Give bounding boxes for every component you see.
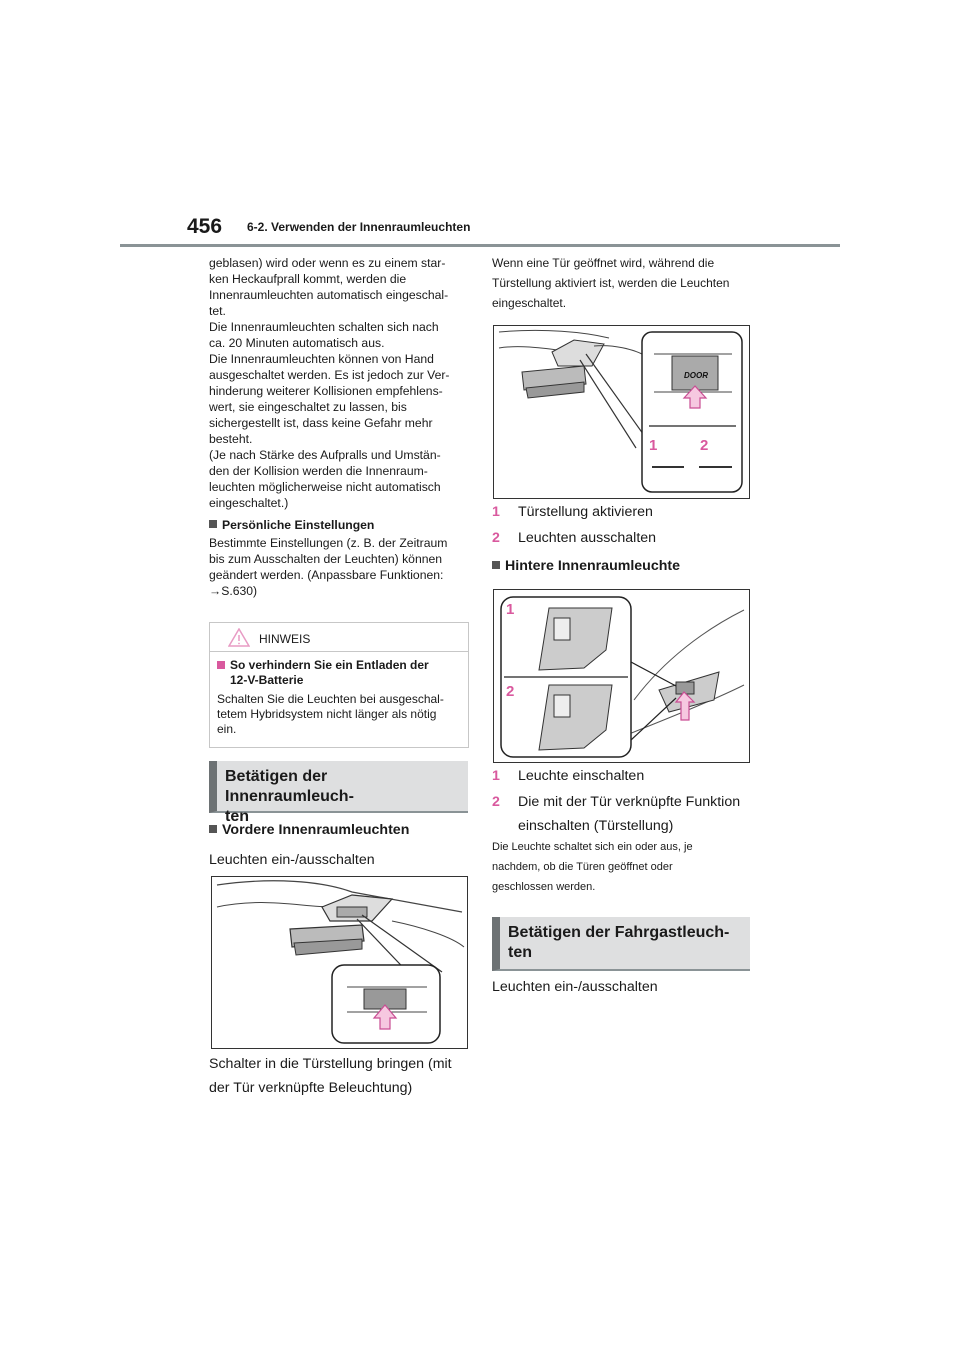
section-heading-passenger-lights: Betätigen der Fahrgastleuch- ten [492,917,750,971]
front-lights-illustration [212,877,467,1048]
section-heading-interior-lights: Betätigen der Innenraumleuch- ten [209,761,468,813]
rear-light-heading: Hintere Innenraumleuchte [492,554,750,578]
door-switch-illustration [494,326,749,498]
rear-steps-list [492,764,750,838]
figure1-label-2: 2 [700,437,709,454]
bullet-square-icon [209,825,217,833]
front-lights-text: Leuchten ein-/ausschalten [209,852,375,868]
rear-light-figure [493,589,750,763]
notice-text: Schalten Sie die Leuchten bei ausgeschal- tetem Hybridsystem nicht länger als nötig ein. [217,692,444,736]
bullet-square-icon [217,661,225,669]
front-lights-figure [211,876,468,1049]
passenger-lights-text: Leuchten ein-/ausschalten [492,979,658,995]
rear-light-illustration [494,590,749,762]
step-item: 1 Türstellung aktivieren [492,504,653,520]
step-item: 2 Die mit der Tür verknüpfte Funktion einschalten (Türstellung) [492,794,741,834]
door-switch-figure [493,325,750,499]
bullet-square-icon [492,561,500,569]
front-lights-block [209,818,469,872]
warning-triangle-icon [228,628,250,647]
notice-body [210,652,468,743]
step-item: 2 Leuchten ausschalten [492,530,657,546]
intro-paragraph: geblasen) wird oder wenn es zu einem star- ken Heckaufprall kommt, werden die Innenraumleuchten automatisch eingeschal- tet. Die Innenraumleuchten schalten sich nach ca. 20 Minuten automatisch aus. Die Innenraumleuchten können von Hand ausgeschaltet werden. Es ist jedoch zur Ver- hinderung weiterer Kollisionen empfehlens- wert, sie eingeschaltet zu lassen, bis sichergestellt ist, dass keine Gefahr mehr besteht. (Je nach Stärke des Aufpralls und Umstän- den der Kollision werden die Innenraum- leuchten möglicherweise nicht automatisch eingeschaltet.) [209,256,450,510]
notice-title: HINWEIS [259,632,311,646]
front-lights-heading: Vordere Innenraumleuchten [209,818,469,842]
front-caption: Schalter in die Türstellung bringen (mit der Tür verknüpfte Beleuchtung) [209,1056,452,1096]
left-column [209,255,469,605]
personal-settings-text: Bestimmte Einstellungen (z. B. der Zeitraum bis zum Ausschalten der Leuchten) können geändert werden. (Anpassbare Funktionen: →S.630) [209,536,448,598]
header-divider [120,244,840,247]
notice-title-row [210,623,468,652]
door-label: DOOR [684,371,708,380]
figure2-label-2: 2 [506,683,515,700]
page-number: 456 [187,215,223,238]
rear-light-note: Die Leuchte schaltet sich ein oder aus, je nachdem, ob die Türen geöffnet oder geschlossen werden. [492,841,693,893]
figure1-label-1: 1 [649,437,658,454]
notice-heading: So verhindern Sie ein Entladen der 12-V-Batterie [217,658,461,688]
step-item: 1 Leuchte einschalten [492,768,645,784]
bullet-square-icon [209,520,217,528]
personal-settings-heading: Persönliche Einstellungen [209,517,469,533]
front-steps-list [492,500,750,550]
chapter-title: 6-2. Verwenden der Innenraumleuchten [247,220,471,234]
figure2-label-1: 1 [506,601,515,618]
notice-box [209,622,469,748]
door-position-text: Wenn eine Tür geöffnet wird, während die Türstellung aktiviert ist, werden die Leuchten eingeschaltet. [492,256,730,310]
